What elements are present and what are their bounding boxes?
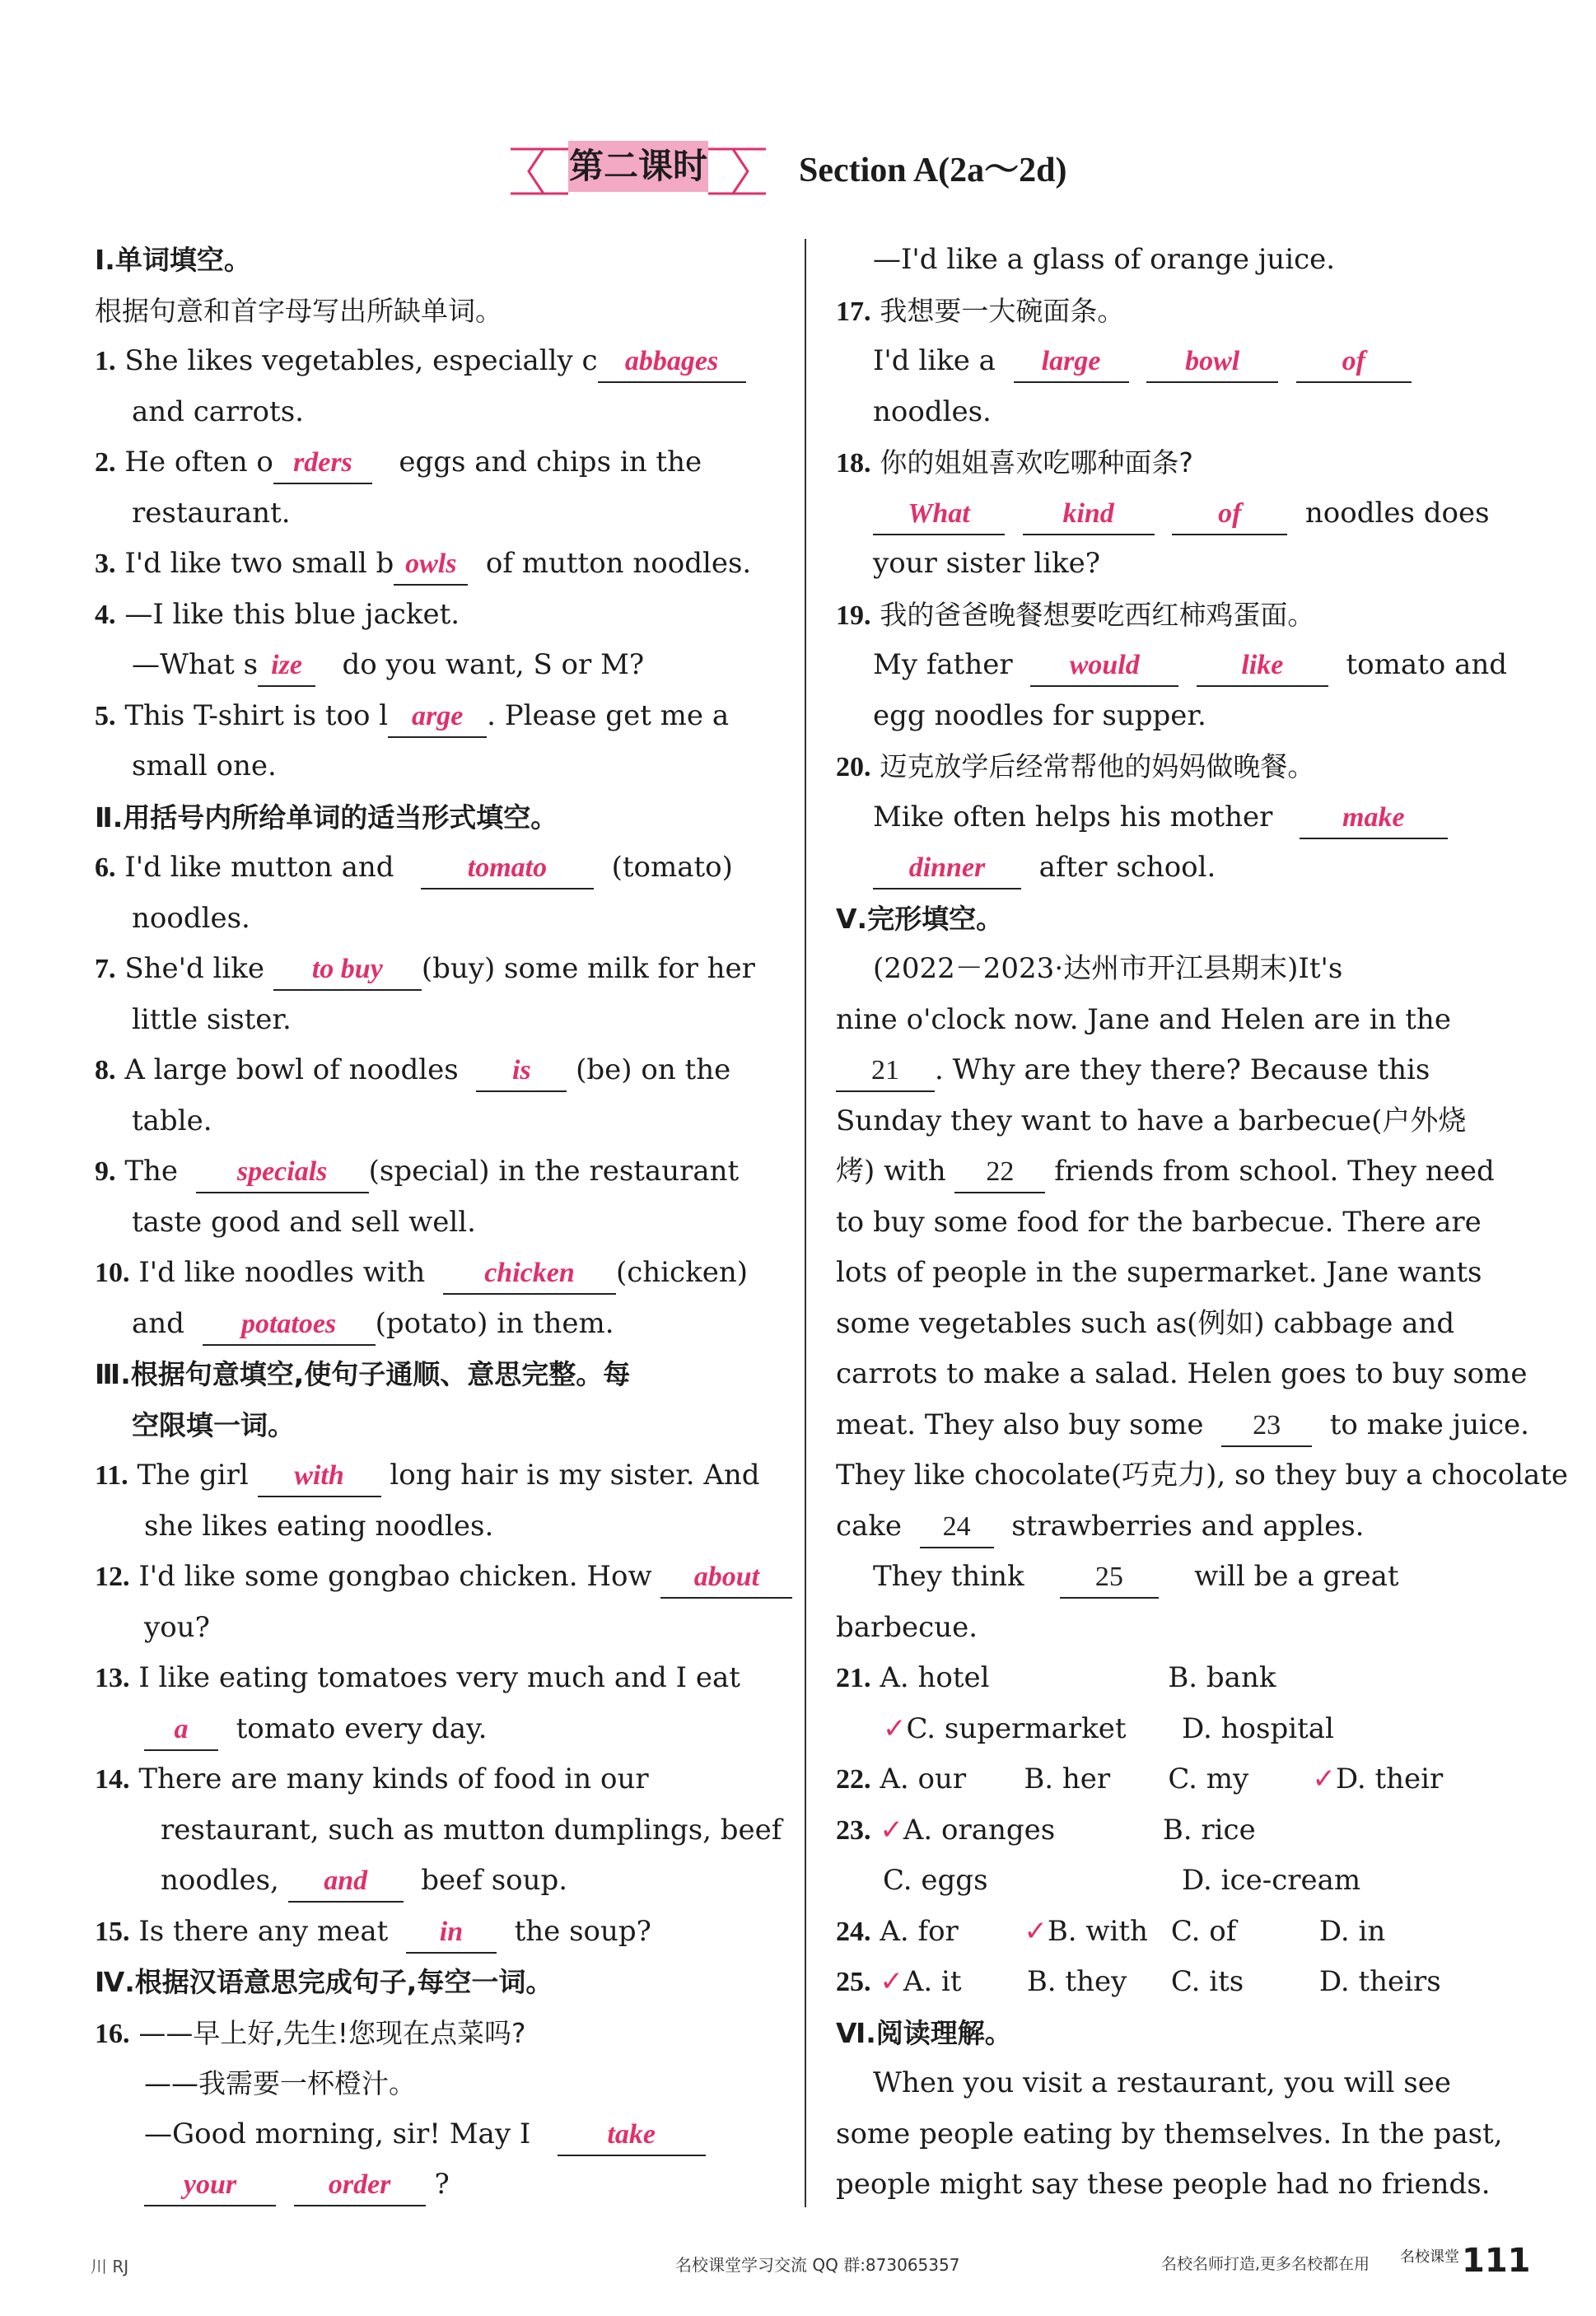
question-18-en: What kind of noodles does <box>836 488 1519 539</box>
answer-blank[interactable]: a <box>144 1711 218 1751</box>
reading-line-1: When you visit a restaurant, you will see <box>873 2066 1451 2099</box>
reading-line-2: some people eating by themselves. In the past, <box>836 2117 1503 2150</box>
cloze-line-14: barbecue. <box>836 1610 978 1644</box>
option-c[interactable]: C. of <box>1170 1914 1237 1948</box>
option-a[interactable]: A. for <box>880 1914 959 1948</box>
options-25: 25. ✓A. it B. they C. its D. theirs <box>836 1957 1519 2008</box>
question-19-cont: egg noodles for supper. <box>873 698 1206 732</box>
question-16-cn2: ——我需要一杯橙汁。 <box>144 2067 416 2099</box>
checkmark-icon: ✓ <box>883 1711 907 1745</box>
answer-blank[interactable]: take <box>558 2117 706 2156</box>
question-10-cont: and potatoes (potato) in them. <box>95 1299 778 1350</box>
question-13-cont: a tomato every day. <box>95 1704 778 1755</box>
question-16-en-cont: your order ? <box>95 2160 778 2211</box>
footer-slogan: 名校名师打造,更多名校都在用 <box>1161 2255 1370 2273</box>
question-16-en: —Good morning, sir! May I take <box>95 2109 778 2160</box>
option-c[interactable]: C. supermarket <box>906 1711 1127 1745</box>
cloze-line-3: 21 . Why are they there? Because this <box>836 1045 1519 1096</box>
question-14: 14. There are many kinds of food in our <box>95 1763 649 1795</box>
reading-line-3: people might say these people had no friends. <box>836 2168 1491 2201</box>
answer-blank[interactable]: about <box>660 1559 792 1599</box>
question-3: 3. I'd like two small b owls of mutton noodles. <box>95 539 778 590</box>
answer-blank[interactable]: of <box>1296 343 1412 383</box>
footer-qq-group: 名校课堂学习交流 QQ 群:873065357 <box>675 2255 960 2275</box>
page-number: 111 <box>1462 2242 1531 2280</box>
options-22: 22. A. our B. her C. my ✓D. their <box>836 1754 1519 1805</box>
question-7-cont: little sister. <box>132 1002 292 1036</box>
section-6-title: Ⅵ.阅读理解。 <box>836 2016 1012 2049</box>
cloze-line-2: nine o'clock now. Jane and Helen are in the <box>836 1002 1451 1036</box>
answer-blank[interactable]: owls <box>394 546 468 586</box>
checkmark-icon: ✓ <box>880 1813 903 1847</box>
answer-blank[interactable]: What <box>873 496 1005 535</box>
question-4: 4. —I like this blue jacket. <box>95 597 460 631</box>
answer-blank[interactable]: to buy <box>273 951 422 991</box>
question-17-en: I'd like a large bowl of <box>836 336 1519 387</box>
option-b[interactable]: B. rice <box>1162 1813 1256 1847</box>
cloze-blank-21[interactable]: 21 <box>836 1053 935 1092</box>
question-10: 10. I'd like noodles with chicken (chicken) <box>95 1248 778 1299</box>
cloze-line-10: meat. They also buy some 23 to make juice. <box>836 1400 1519 1451</box>
option-d[interactable]: D. theirs <box>1318 1965 1441 1998</box>
answer-blank[interactable]: large <box>1014 343 1129 383</box>
question-5: 5. This T-shirt is too l arge . Please get me a <box>95 691 778 742</box>
question-12-cont: you? <box>144 1610 210 1644</box>
answer-blank[interactable]: like <box>1197 647 1328 687</box>
option-b[interactable]: B. with <box>1047 1914 1148 1948</box>
answer-blank[interactable]: abbages <box>598 343 746 383</box>
option-b[interactable]: B. bank <box>1168 1661 1276 1694</box>
checkmark-icon: ✓ <box>1312 1763 1336 1795</box>
cloze-blank-23[interactable]: 23 <box>1221 1408 1312 1447</box>
answer-blank[interactable]: and <box>288 1863 404 1903</box>
question-17-cont: noodles. <box>873 395 992 428</box>
option-b[interactable]: B. they <box>1026 1965 1127 1998</box>
question-1-cont: and carrots. <box>132 395 304 428</box>
answer-blank[interactable]: is <box>476 1053 567 1092</box>
footer-edition: 川 RJ <box>91 2257 129 2276</box>
options-21-cont <box>836 1704 1519 1755</box>
question-1: 1. She likes vegetables, especially c abbages <box>95 336 778 387</box>
answer-blank[interactable]: your <box>144 2167 276 2206</box>
options-23: 23. ✓A. oranges B. rice <box>836 1805 1519 1856</box>
lesson-header <box>494 136 1235 210</box>
question-8: 8. A large bowl of noodles is (be) on the <box>95 1045 778 1096</box>
question-11-cont: she likes eating noodles. <box>144 1509 494 1543</box>
section-3-title: Ⅲ.根据句意填空,使句子通顺、意思完整。每 <box>95 1358 631 1390</box>
option-d[interactable]: D. ice-cream <box>1182 1864 1361 1897</box>
checkmark-icon: ✓ <box>1024 1914 1048 1948</box>
cloze-line-8: some vegetables such as(例如) cabbage and <box>836 1306 1455 1340</box>
question-14-cont: restaurant, such as mutton dumplings, beef <box>161 1813 782 1847</box>
answer-blank[interactable]: arge <box>388 698 487 738</box>
answer-blank[interactable]: specials <box>196 1154 369 1193</box>
option-d[interactable]: D. in <box>1318 1914 1386 1948</box>
answer-blank[interactable]: potatoes <box>203 1306 376 1346</box>
publisher-logo-icon: 名校课堂 <box>1400 2248 1459 2266</box>
question-2-cont: restaurant. <box>132 496 291 530</box>
question-19: 19. 我的爸爸晚餐想要吃西红柿鸡蛋面。 <box>836 598 1315 631</box>
cloze-line-7: lots of people in the supermarket. Jane wants <box>836 1256 1482 1289</box>
answer-blank[interactable]: dinner <box>873 850 1021 890</box>
question-20-cont: dinner after school. <box>836 843 1519 894</box>
cloze-line-1: (2022－2023·达州市开江县期末)It's <box>873 952 1343 985</box>
cloze-blank-25[interactable]: 25 <box>1060 1559 1159 1599</box>
answer-blank[interactable]: would <box>1030 647 1178 687</box>
options-21: 21. A. hotel B. bank <box>836 1653 1519 1704</box>
question-7: 7. She'd like to buy (buy) some milk for her <box>95 944 778 995</box>
question-8-cont: table. <box>132 1104 212 1137</box>
question-19-en: My father would like tomato and <box>836 640 1519 691</box>
answer-blank[interactable]: ize <box>258 647 315 687</box>
question-9-cont: taste good and sell well. <box>132 1205 476 1239</box>
question-4-cont: —What s ize do you want, S or M? <box>95 640 778 691</box>
cloze-line-13: They think 25 will be a great <box>836 1552 1519 1603</box>
option-a[interactable]: A. oranges <box>903 1813 1056 1847</box>
question-11: 11. The girl with long hair is my sister. And <box>95 1450 778 1501</box>
page-footer <box>0 2242 1596 2291</box>
option-c[interactable]: C. its <box>1170 1965 1244 1998</box>
section-4-title: Ⅳ.根据汉语意思完成句子,每空一词。 <box>95 1966 553 1998</box>
cloze-line-4: Sunday they want to have a barbecue(户外烧 <box>836 1104 1467 1137</box>
cloze-line-11: They like chocolate(巧克力), so they buy a chocolate <box>836 1459 1569 1492</box>
option-a[interactable]: A. our <box>880 1763 967 1795</box>
option-d[interactable]: D. hospital <box>1182 1711 1334 1745</box>
question-14-cont2: noodles, and beef soup. <box>95 1856 778 1907</box>
option-c[interactable]: C. eggs <box>883 1864 988 1897</box>
question-16: 16. ——早上好,先生!您现在点菜吗? <box>95 2016 526 2049</box>
left-column <box>95 235 782 2211</box>
question-13: 13. I like eating tomatoes very much and I eat <box>95 1661 740 1694</box>
cloze-blank-22[interactable]: 22 <box>954 1154 1045 1193</box>
answer-blank[interactable]: with <box>258 1458 381 1497</box>
option-a[interactable]: A. it <box>903 1965 962 1998</box>
question-20-en: Mike often helps his mother make <box>836 792 1519 843</box>
section-1-title: Ⅰ.单词填空。 <box>95 244 251 276</box>
cloze-line-12: cake 24 strawberries and apples. <box>836 1501 1519 1553</box>
question-17: 17. 我想要一大碗面条。 <box>836 294 1125 327</box>
answer-blank[interactable]: bowl <box>1146 343 1278 383</box>
question-18: 18. 你的姐姐喜欢吃哪种面条? <box>836 446 1193 479</box>
cloze-blank-24[interactable]: 24 <box>920 1509 994 1548</box>
question-5-cont: small one. <box>132 749 277 782</box>
question-15: 15. Is there any meat in the soup? <box>95 1907 778 1958</box>
question-16-reply: —I'd like a glass of orange juice. <box>873 243 1336 276</box>
section-1-instruction: 根据句意和首字母写出所缺单词。 <box>95 294 502 327</box>
checkmark-icon: ✓ <box>880 1965 903 1998</box>
answer-blank[interactable]: of <box>1172 496 1287 535</box>
options-24: 24. A. for ✓B. with C. of D. in <box>836 1907 1519 1958</box>
question-9: 9. The specials (special) in the restaurant <box>95 1146 778 1198</box>
options-23-cont <box>836 1856 1519 1907</box>
section-2-title: Ⅱ.用括号内所给单词的适当形式填空。 <box>95 801 558 833</box>
lesson-title: 第二课时 <box>568 141 708 192</box>
right-column <box>836 235 1569 2211</box>
answer-blank[interactable]: rders <box>273 445 372 484</box>
cloze-line-6: to buy some food for the barbecue. There are <box>836 1205 1482 1239</box>
cloze-line-5: 烤) with 22 friends from school. They need <box>836 1146 1519 1198</box>
question-20: 20. 迈克放学后经常帮他的妈妈做晚餐。 <box>836 750 1315 782</box>
question-6: 6. I'd like mutton and tomato (tomato) <box>95 843 778 894</box>
option-a[interactable]: A. hotel <box>880 1661 990 1694</box>
question-18-cont: your sister like? <box>873 547 1100 580</box>
question-2: 2. He often o rders eggs and chips in the <box>95 437 778 488</box>
answer-blank[interactable]: chicken <box>443 1255 616 1295</box>
cloze-line-9: carrots to make a salad. Helen goes to buy some <box>836 1357 1528 1390</box>
option-b[interactable]: B. her <box>1024 1763 1111 1795</box>
answer-blank[interactable]: order <box>294 2167 426 2206</box>
answer-blank[interactable]: tomato <box>421 850 594 890</box>
answer-blank[interactable]: kind <box>1023 496 1155 535</box>
option-d[interactable]: D. their <box>1335 1763 1444 1795</box>
question-6-cont: noodles. <box>132 901 250 935</box>
question-12: 12. I'd like some gongbao chicken. How about <box>95 1552 778 1603</box>
answer-blank[interactable]: make <box>1300 800 1448 839</box>
answer-blank[interactable]: in <box>406 1914 497 1954</box>
section-title: Section A(2a～2d) <box>799 152 1067 189</box>
section-3-title-cont: 空限填一词。 <box>132 1408 295 1441</box>
option-c[interactable]: C. my <box>1168 1763 1249 1795</box>
column-divider <box>805 239 806 2207</box>
section-5-title: Ⅴ.完形填空。 <box>836 902 1004 935</box>
